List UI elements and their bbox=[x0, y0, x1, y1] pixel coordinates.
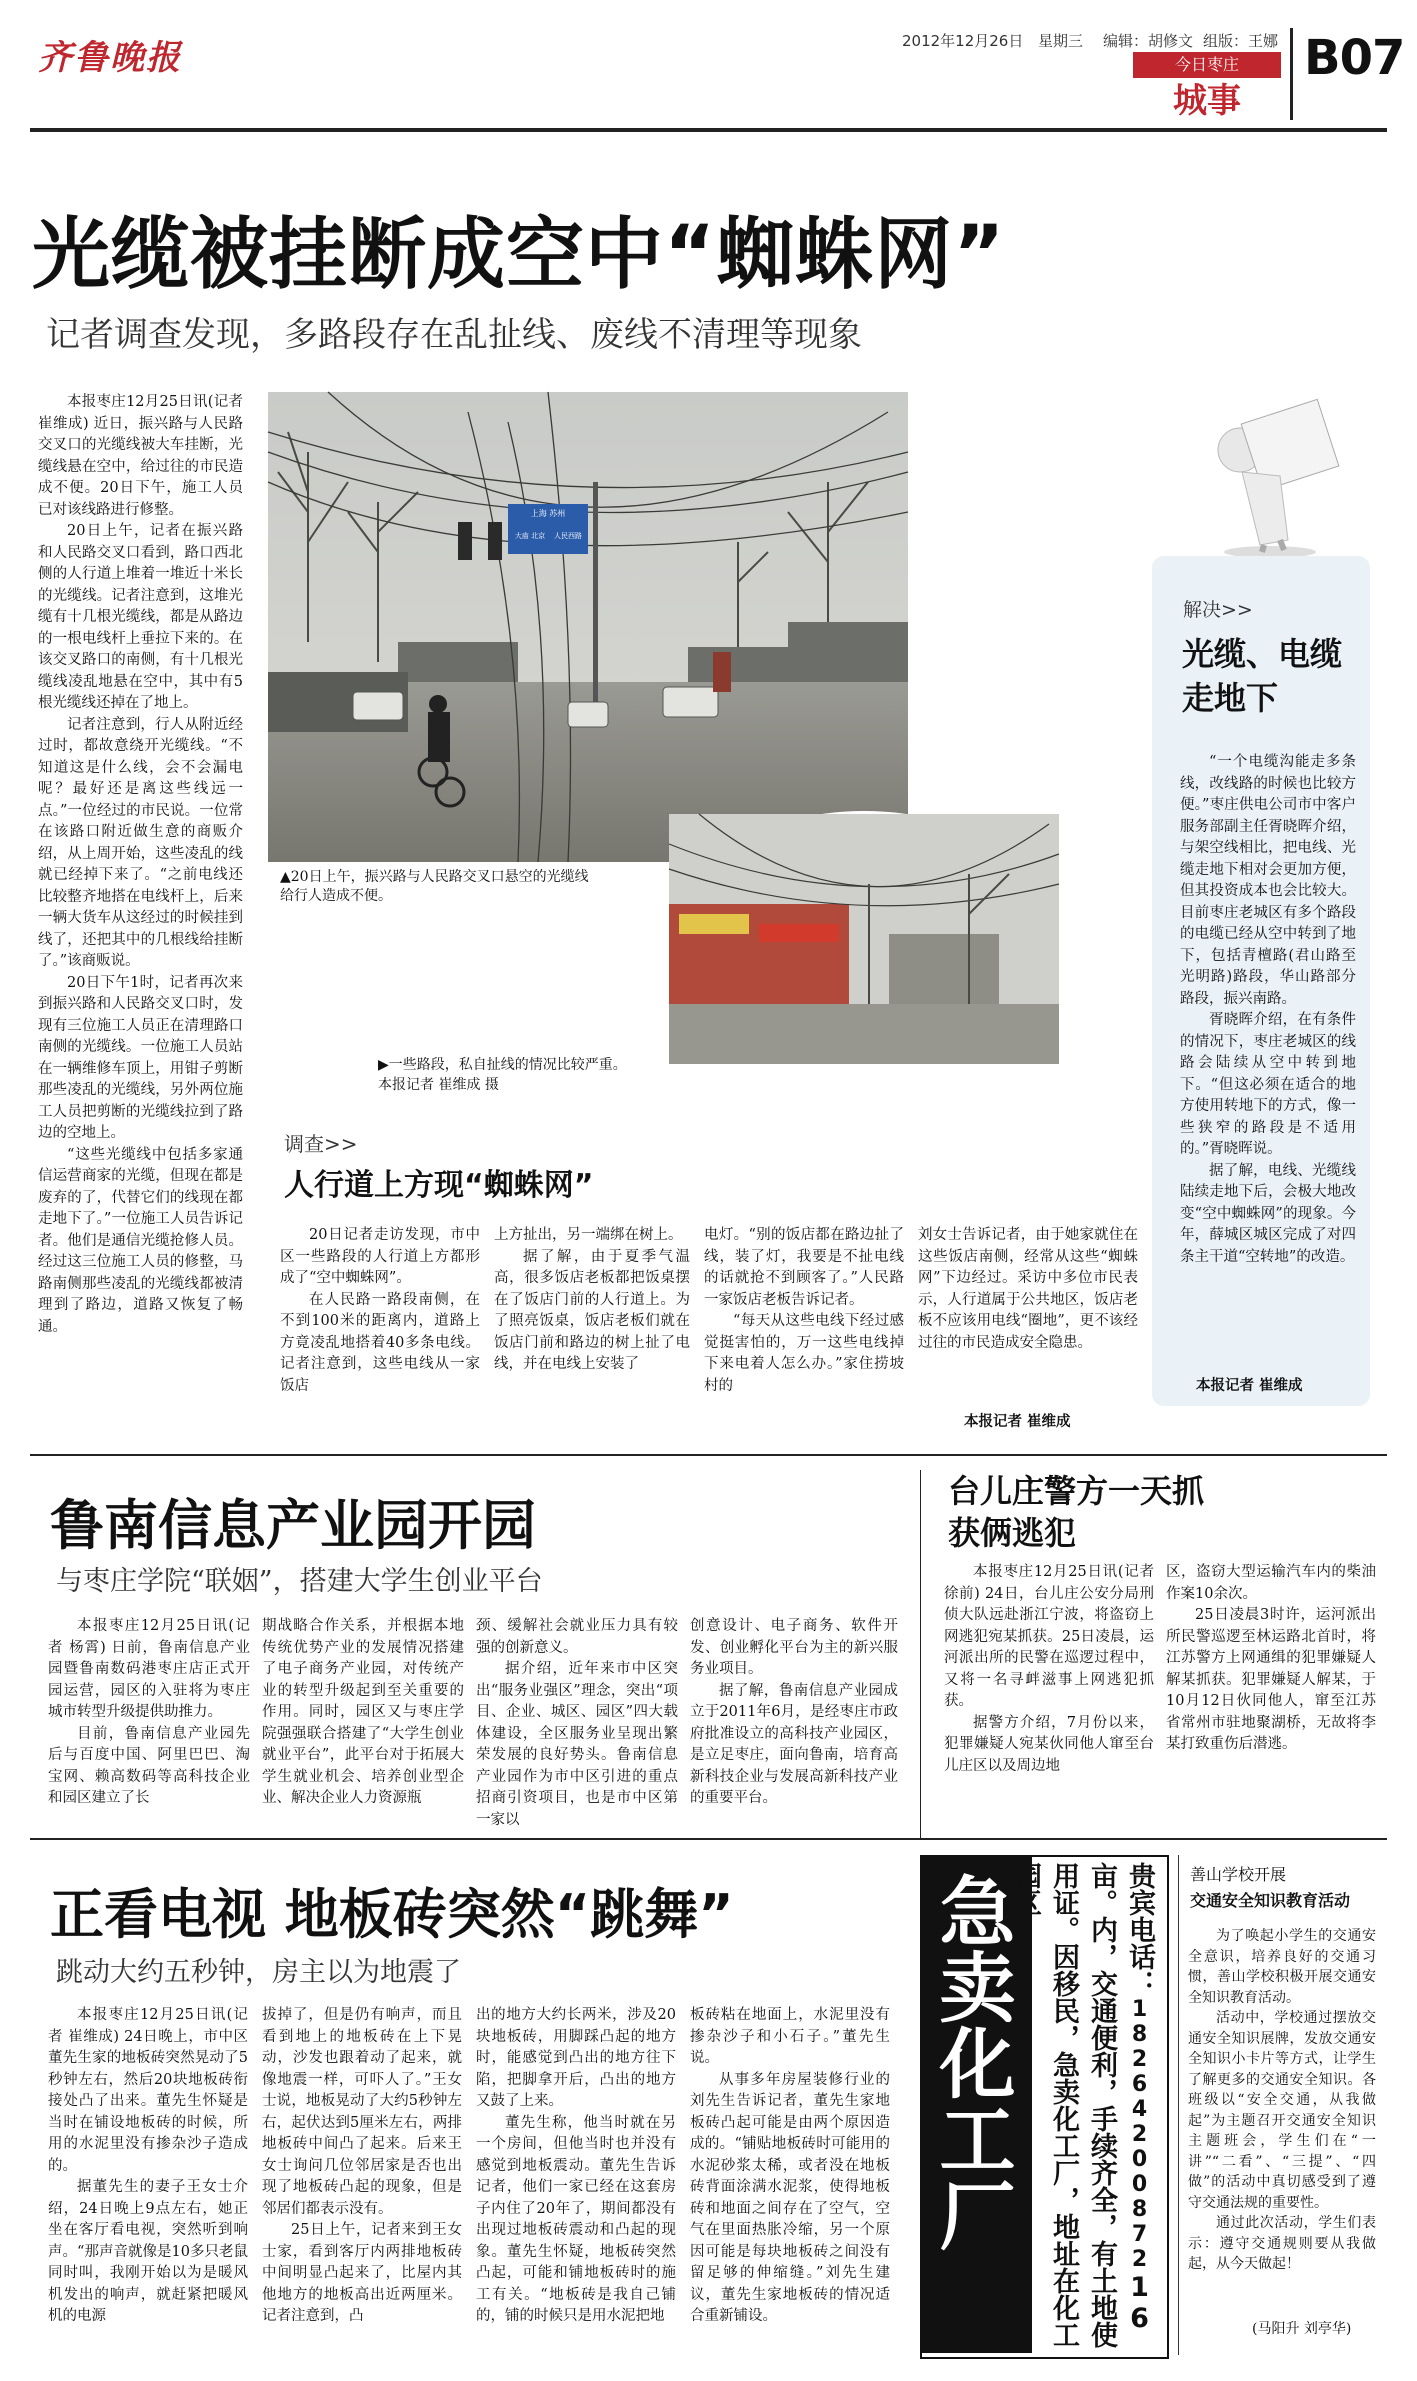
section-name: 城事 bbox=[1173, 81, 1241, 121]
paragraph: 本报枣庄12月25日讯(记者 徐前) 24日，台儿庄公安分局刑侦大队远赴浙江宁波，将盗窃上网逃犯宛某抓获。25日凌晨，运河派出所的民警在巡逻过程中，又将一名寻衅滋事上网逃犯抓获。 bbox=[944, 1564, 1154, 1709]
issue-date: 2012年12月26日 bbox=[902, 32, 1024, 50]
ad-phone-label: 贵宾电话： bbox=[1124, 1862, 1155, 1997]
photo2-caption: ▶一些路段，私自扯线的情况比较严重。 本报记者 崔维成 摄 bbox=[378, 1057, 627, 1093]
article4-col3 bbox=[476, 2005, 676, 2360]
paragraph: 据了解，鲁南信息产业园成立于2011年6月，是经枣庄市政府批准设立的高科技产业园区，是立足枣庄，面向鲁南，培育高新科技企业与发展高新科技产业的重要平台。 bbox=[690, 1682, 898, 1806]
paper-logo: 齐鲁晚报 bbox=[38, 38, 182, 78]
paragraph: 创意设计、电子商务、软件开发、创业孵化平台为主的新兴服务业项目。 bbox=[690, 1618, 898, 1677]
article5-body bbox=[1188, 1926, 1376, 2314]
investigate-title: 人行道上方现“蜘蛛网” bbox=[284, 1168, 594, 1203]
inset-photo bbox=[666, 811, 1062, 1067]
article4-col1 bbox=[48, 2005, 248, 2360]
paragraph: 据警方介绍，7月份以来，犯罪嫌疑人宛某伙同他人窜至台儿庄区以及周边地 bbox=[944, 1714, 1154, 1774]
solution-body bbox=[1180, 752, 1356, 1374]
ad-body bbox=[1010, 1862, 1158, 2350]
article1-subhead: 记者调查发现，多路段存在乱扯线、废线不清理等现象 bbox=[46, 315, 862, 355]
editor-credit: 编辑：胡修文 bbox=[1103, 32, 1194, 50]
paragraph: 板砖粘在地面上，水泥里没有掺杂沙子和小石子。”董先生说。 bbox=[690, 2007, 890, 2066]
paragraph: 通过此次活动，学生们表示：遵守交通规则要从我做起，从今天做起！ bbox=[1188, 2215, 1376, 2272]
section-tag: 今日枣庄 bbox=[1133, 52, 1281, 78]
reader-figure-icon bbox=[1180, 380, 1340, 560]
ad-headline: 急卖化工厂 bbox=[927, 1872, 1016, 2252]
photo1-caption: ▲20日上午，振兴路与人民路交叉口悬空的光缆线给行人造成不便。 bbox=[280, 869, 589, 904]
investigate-col2 bbox=[494, 1225, 690, 1435]
paragraph: 出的地方大约长两米，涉及20块地板砖，用脚踩凸起的地方时，能感觉到凸出的地方往下陷，把脚拿开后，凸出的地方又鼓了上来。 bbox=[476, 2007, 676, 2109]
article2-col2 bbox=[262, 1616, 464, 1826]
paragraph: 20日下午1时，记者再次来到振兴路和人民路交叉口时，发现有三位施工人员正在清理路口南侧的光缆线。一位施工人员站在一辆维修车顶上，用钳子剪断那些凌乱的光缆线，另外两位施工人员把剪断的光缆线拉到了路边的空地上。 bbox=[38, 974, 243, 1141]
article2-headline: 鲁南信息产业园开园 bbox=[50, 1494, 536, 1557]
sign-top-text: 上海 苏州 bbox=[530, 509, 566, 518]
paragraph: 期战略合作关系，并根据本地传统优势产业的发展情况搭建了电子商务产业园，对传统产业的转型升级起到至关重要的作用。同时，园区又与枣庄学院强强联合搭建了“大学生创业就业平台”，此平台对于拓展大学生就业机会、培养创业型企业、解决企业人力资源瓶 bbox=[262, 1618, 464, 1806]
layout-credit: 组版：王娜 bbox=[1203, 32, 1279, 50]
article2-col4 bbox=[690, 1616, 898, 1826]
paragraph: 目前，鲁南信息产业园先后与百度中国、阿里巴巴、淘宝网、赖高数码等高科技企业和园区建立了长 bbox=[48, 1725, 250, 1806]
article5-headline: 交通安全知识教育活动 bbox=[1190, 1891, 1351, 1910]
article5-byline: (马阳升 刘亭华) bbox=[1252, 2321, 1352, 2337]
paragraph: 20日上午，记者在振兴路和人民路交叉口看到，路口西北侧的人行道上堆着一堆近十米长的光缆线。记者注意到，这堆光缆有十几根光缆线，都是从路边的一根电线杆上垂拉下来的。在该交叉路口的南侧，有十几根光缆线凌乱地悬在空中，其中有5根光缆线还掉在了地上。 bbox=[38, 523, 243, 711]
paragraph: 活动中，学校通过摆放交通安全知识展牌，发放交通安全知识小卡片等方式，让学生了解更多的交通安全知识。各班级以“安全交通，从我做起”为主题召开交通安全知识主题班会，学生们在“一讲”“二看”、“三提”、“四做”的活动中真切感受到了遵守交通法规的重要性。 bbox=[1188, 2010, 1376, 2211]
investigate-label: 调查>> bbox=[284, 1132, 358, 1156]
article1-body-col1 bbox=[38, 392, 243, 1430]
investigate-col1 bbox=[280, 1225, 480, 1435]
paragraph: 为了唤起小学生的交通安全意识，培养良好的交通习惯，善山学校积极开展交通安全知识教育活动。 bbox=[1188, 1928, 1376, 2006]
section-divider bbox=[30, 1454, 1387, 1456]
paragraph: “这些光缆线中包括多家通信运营商家的光缆，但现在都是废弃的了，代替它们的线现在都走地下了。”一位施工人员告诉记者。他们是通信光缆抢修人员。经过这三位施工人员的修整，马路南侧那些凌乱的光缆线都被清理到了路边，道路又恢复了畅通。 bbox=[38, 1146, 243, 1335]
article2-col1 bbox=[48, 1616, 250, 1826]
paragraph: 拔掉了，但是仍有响声，而且看到地上的地板砖在上下晃动，沙发也跟着动了起来，就像地震一样，可吓人了。”王女士说，地板晃动了大约5秒钟左右，起伏达到5厘米左右，两排地板砖中间凸了起来。后来王女士询问几位邻居家是否也出现了地板砖凸起的现象，但是邻居们都表示没有。 bbox=[262, 2007, 462, 2217]
paragraph: 上方扯出，另一端绑在树上。 bbox=[494, 1227, 683, 1243]
street-photo bbox=[268, 392, 908, 862]
solution-byline: 本报记者 崔维成 bbox=[1196, 1377, 1303, 1394]
paragraph: 25日上午，记者来到王女士家，看到客厅内两排地板砖中间明显凸起来了，比屋内其他地方的地板高出近两厘米。记者注意到，凸 bbox=[262, 2222, 462, 2324]
paragraph: 从事多年房屋装修行业的刘先生告诉记者，董先生家地板砖凸起可能是由两个原因造成的。“铺贴地板砖时可能用的水泥砂浆太稀，或者没在地板砖背面涂满水泥浆，使得地板砖和地面之间存在了空气，空气在里面热胀冷缩，另一个原因可能是每块地板砖之间没有留足够的伸缩缝。”刘先生建议，董先生家地板砖的情况适合重新铺设。 bbox=[690, 2071, 890, 2324]
article5-kicker: 善山学校开展 bbox=[1190, 1865, 1287, 1884]
article4-col2 bbox=[262, 2005, 462, 2360]
article4-headline: 正看电视 地板砖突然“跳舞” bbox=[50, 1883, 734, 1946]
paragraph: “一个电缆沟能走多条线，改线路的时候也比较方便。”枣庄供电公司市中客户服务部副主任胥晓晖介绍，与架空线相比，把电线、光缆走地下相对会更加方便，但其投资成本也会比较大。目前枣庄老城区有多个路段的电缆已经从空中转到了地下，包括青檀路(君山路至光明路)路段，华山路部分路段，振兴南路。 bbox=[1180, 754, 1356, 1007]
ad-text: 16亩。内，交通便利，手续齐全，有土地使用证。因移民，急卖化工厂，地址在化工园区 bbox=[1010, 1862, 1155, 2348]
paragraph: 区，盗窃大型运输汽车内的柴油作案10余次。 bbox=[1166, 1564, 1376, 1602]
masthead-rule bbox=[30, 128, 1387, 132]
paragraph: 据了解，电线、光缆线陆续走地下后，会极大地改变“空中蜘蛛网”的现象。今年，薛城区城区完成了对四条主干道“空转地”的改造。 bbox=[1180, 1162, 1356, 1265]
paragraph: 刘女士告诉记者，由于她家就住在这些饭店南侧，经常从这些“蜘蛛网”下边经过。采访中多位市民表示，人行道属于公共地区，饭店老板不应该用电线“圈地”，更不该经过往的市民造成安全隐患。 bbox=[918, 1227, 1138, 1351]
sign-left-text: 大庙 北京 bbox=[514, 532, 546, 540]
paragraph: 董先生称，他当时就在另一个房间，但他当时也并没有感觉到地板震动。董先生告诉记者，他们一家已经在这套房子内住了20年了，期间都没有出现过地板砖震动和凸起的现象。董先生怀疑，地板砖突然凸起，可能和铺地板砖时的施工有关。“地板砖是我自己铺的，铺的时候只是用水泥把地 bbox=[476, 2114, 676, 2324]
paragraph: 20日记者走访发现，市中区一些路段的人行道上方都形成了“空中蜘蛛网”。 bbox=[280, 1227, 480, 1286]
paragraph: 25日凌晨3时许，运河派出所民警巡逻至林运路北首时，将江苏警方上网通缉的犯罪嫌疑人解某抓获。犯罪嫌疑人解某，于10月12日伙同他人，窜至江苏省常州市驻地聚湖桥，无故将李某打致重伤后潜逃。 bbox=[1166, 1607, 1376, 1752]
article3-headline: 台儿庄警方一天抓获俩逃犯 bbox=[948, 1472, 1205, 1552]
section-divider bbox=[30, 1838, 1387, 1840]
paragraph: 胥晓晖介绍，在有条件的情况下，枣庄老城区的线路会陆续从空中转到地下。“但这必须在适合的地方使用转地下的方式，像一些狭窄的路段是不适用的。”胥晓晖说。 bbox=[1180, 1012, 1356, 1157]
paragraph: 本报枣庄12月25日讯(记者 崔维成) 24日晚上，市中区董先生家的地板砖突然晃动了5秒钟左右，然后20块地板砖衔接处凸了出来。董先生怀疑是当时在铺设地板砖的时候，所用的水泥里没有掺杂沙子造成的。 bbox=[48, 2007, 248, 2174]
article4-subhead: 跳动大约五秒钟，房主以为地震了 bbox=[56, 1957, 461, 1988]
issue-weekday: 星期三 bbox=[1038, 32, 1084, 50]
paragraph: 在人民路一路段南侧，在不到100米的距离内，道路上方竟凌乱地搭着40多条电线。记者注意到，这些电线从一家饭店 bbox=[280, 1291, 480, 1394]
article1-headline: 光缆被挂断成空中“蜘蛛网” bbox=[32, 210, 1006, 300]
article2-subhead: 与枣庄学院“联姻”，搭建大学生创业平台 bbox=[56, 1566, 543, 1597]
article3-col1 bbox=[944, 1562, 1154, 1826]
paragraph: 本报枣庄12月25日讯(记者 杨霄) 日前，鲁南信息产业园暨鲁南数码港枣庄店正式开园运营，园区的入驻将为枣庄城市转型升级提供助推力。 bbox=[48, 1618, 250, 1720]
paragraph: 本报枣庄12月25日讯(记者 崔维成) 近日，振兴路与人民路交叉口的光缆线被大车挂断，光缆线悬在空中，给过往的市民造成不便。20日下午，施工人员已对该线路进行修整。 bbox=[38, 394, 243, 518]
solution-label: 解决>> bbox=[1183, 599, 1253, 621]
sign-right-text: 人民西路 bbox=[554, 532, 582, 540]
paragraph: 电灯。“别的饭店都在路边扯了线，装了灯，我要是不扯电线的话就抢不到顾客了。”人民路一家饭店老板告诉记者。 bbox=[704, 1227, 904, 1308]
investigate-col3 bbox=[704, 1225, 904, 1435]
article3-col2 bbox=[1166, 1562, 1376, 1826]
masthead-divider bbox=[1290, 28, 1293, 120]
paragraph: 据介绍，近年来市中区突出“服务业强区”理念，突出“项目、企业、城区、园区”四大载体建设，全区服务业呈现出繁荣发展的良好势头。鲁南信息产业园作为市中区引进的重点招商引资项目，也是市中区第一家以 bbox=[476, 1661, 678, 1828]
column-divider bbox=[920, 1470, 921, 1838]
article4-col4 bbox=[690, 2005, 890, 2360]
paragraph: “每天从这些电线下经过感觉挺害怕的，万一这些电线掉下来电着人怎么办。”家住捞坡村的 bbox=[704, 1313, 904, 1394]
page-number: B07 bbox=[1304, 30, 1405, 86]
paragraph: 记者注意到，行人从附近经过时，都故意绕开光缆线。“不知道这是什么线，会不会漏电呢？最好还是离这些线远一点。”一位经过的市民说。一位常在该路口附近做生意的商贩介绍，从上周开始，这些凌乱的线就已经掉下来了。“之前电线还比较整齐地搭在电线杆上，后来一辆大货车从这经过的时候挂到线了，还把其中的几根线给挂断了。”该商贩说。 bbox=[38, 716, 243, 969]
paragraph: 据董先生的妻子王女士介绍，24日晚上9点左右，她正坐在客厅看电视，突然听到响声。“那声音就像是10多只老鼠同时叫，我刚开始以为是暖风机发出的响声，就赶紧把暖风机的电源 bbox=[48, 2179, 248, 2324]
solution-title: 光缆、电缆走地下 bbox=[1182, 635, 1343, 717]
ad-phone: 18264200872 bbox=[1127, 1997, 1152, 2272]
paragraph: 据了解，由于夏季气温高，很多饭店老板都把饭桌摆在了饭店门前的人行道上。为了照亮饭桌，饭店老板们就在饭店门前和路边的树上扯了电线，并在电线上安装了 bbox=[494, 1248, 690, 1372]
investigate-col4 bbox=[918, 1225, 1138, 1410]
investigate-byline: 本报记者 崔维成 bbox=[964, 1413, 1071, 1430]
paragraph: 颈、缓解社会就业压力具有较强的创新意义。 bbox=[476, 1618, 678, 1656]
article2-col3 bbox=[476, 1616, 678, 1826]
